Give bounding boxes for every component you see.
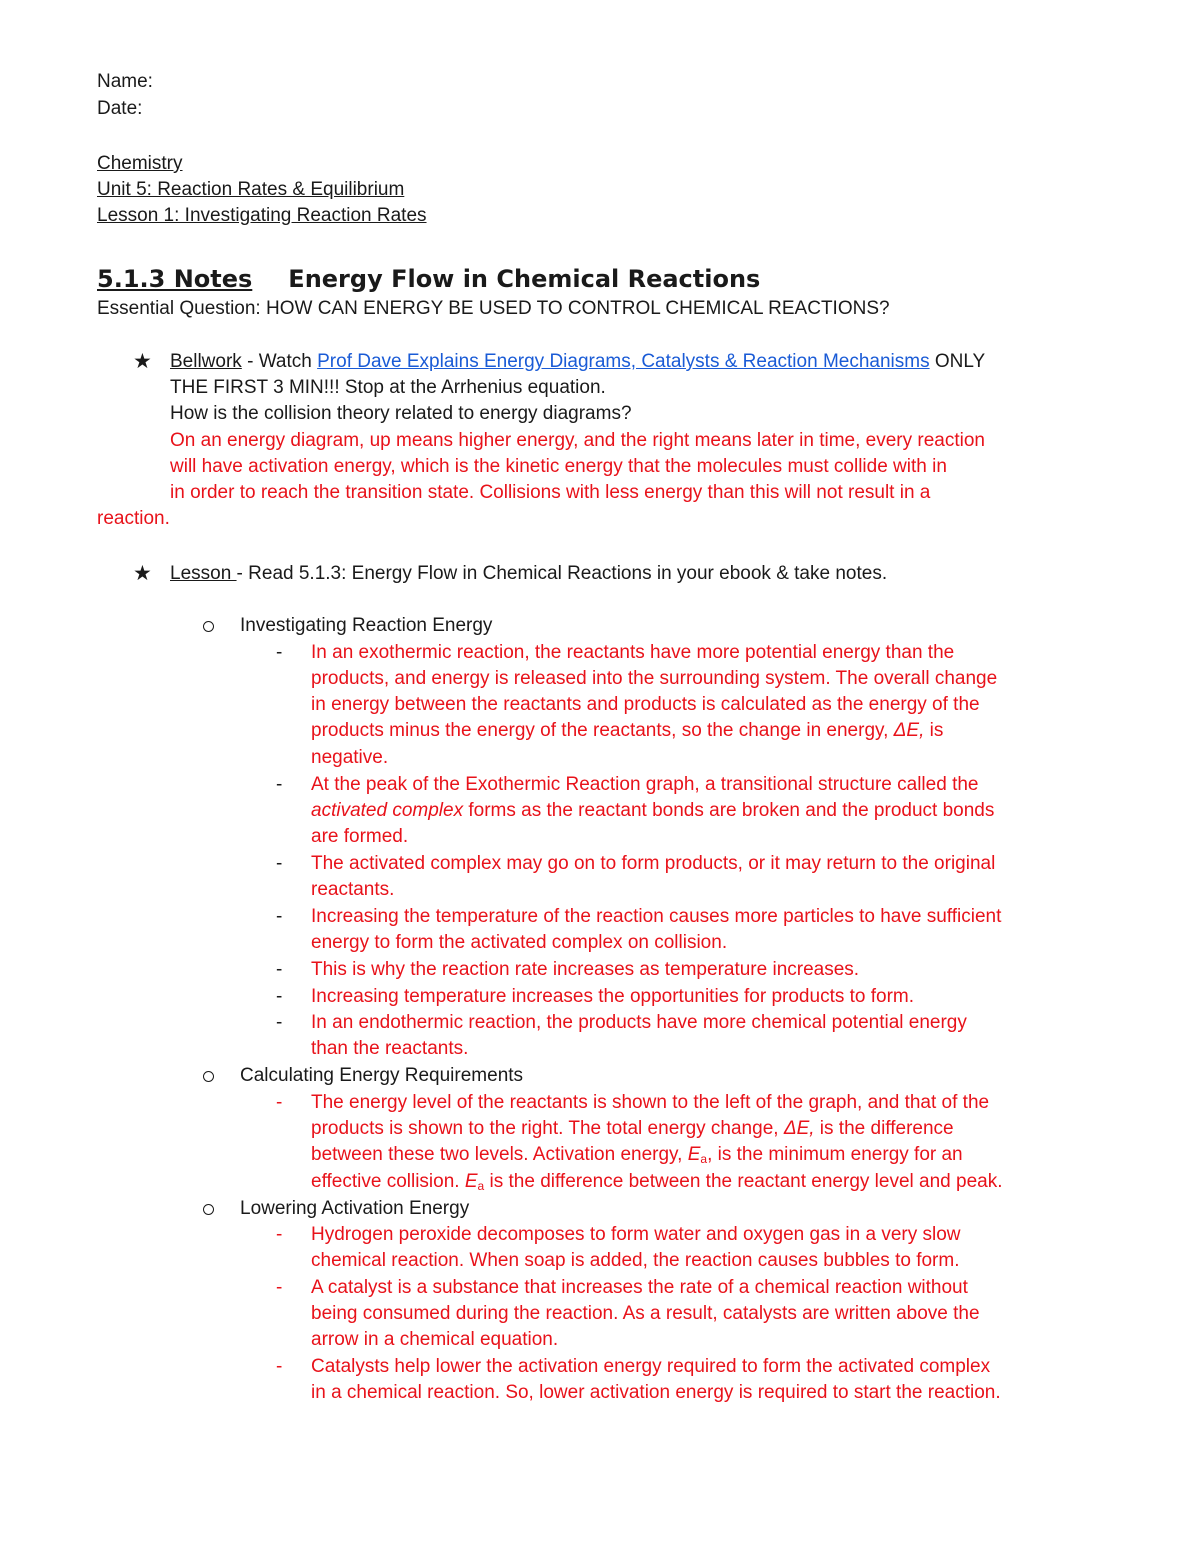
dash-bullet-icon: -: [276, 1277, 283, 1298]
bellwork-only-text: ONLY: [929, 351, 986, 372]
note-line: in energy between the reactants and products is calculated as the energy of the: [311, 694, 980, 715]
bellwork-watch-text: - Watch: [241, 351, 318, 372]
note-line: This is why the reaction rate increases as temperature increases.: [311, 959, 860, 980]
note-text: between these two levels. Activation energy,: [311, 1144, 688, 1165]
bellwork-answer-line: in order to reach the transition state. Collisions with less energy than this will not result in a: [170, 482, 931, 503]
notes-topic: Energy Flow in Chemical Reactions: [288, 265, 761, 293]
bellwork-answer-line: On an energy diagram, up means higher energy, and the right means later in time, every reaction: [170, 430, 985, 451]
lesson-label: Lesson: [170, 563, 237, 584]
note-line: being consumed during the reaction. As a result, catalysts are written above the: [311, 1303, 980, 1324]
note-text: is the difference between the reactant energy level and peak.: [484, 1171, 1003, 1192]
note-text: is: [924, 720, 944, 741]
activation-energy-symbol: E: [464, 1171, 478, 1192]
essential-question: Essential Question: HOW CAN ENERGY BE USED TO CONTROL CHEMICAL REACTIONS?: [97, 298, 890, 319]
bellwork-answer-line: reaction.: [97, 508, 170, 529]
activated-complex-term: activated complex: [311, 800, 464, 821]
dash-bullet-icon: -: [276, 642, 283, 663]
note-text: , is the minimum energy for an: [707, 1144, 963, 1165]
note-line: Increasing the temperature of the reaction causes more particles to have sufficient: [311, 906, 1002, 927]
prof-dave-video-link[interactable]: Prof Dave Explains Energy Diagrams, Catalysts & Reaction Mechanisms: [317, 351, 930, 372]
note-line: than the reactants.: [311, 1038, 469, 1059]
circle-bullet-icon: [203, 1204, 214, 1215]
activation-energy-subscript: a: [477, 1179, 485, 1193]
dash-bullet-icon: -: [276, 986, 283, 1007]
dash-bullet-icon: -: [276, 1012, 283, 1033]
note-line: negative.: [311, 747, 389, 768]
dash-bullet-icon: -: [276, 1356, 283, 1377]
section-heading-investigating: Investigating Reaction Energy: [240, 615, 493, 636]
bellwork-instruction: THE FIRST 3 MIN!!! Stop at the Arrhenius equation.: [170, 377, 606, 398]
note-line: A catalyst is a substance that increases the rate of a chemical reaction without: [311, 1277, 968, 1298]
delta-e-term: ΔE,: [783, 1118, 815, 1139]
star-bullet-icon: ★: [133, 350, 152, 373]
bellwork-label: Bellwork: [170, 351, 242, 372]
note-line: products, and energy is released into the surrounding system. The overall change: [311, 668, 998, 689]
dash-bullet-icon: -: [276, 853, 283, 874]
note-line: Hydrogen peroxide decomposes to form water and oxygen gas in a very slow: [311, 1224, 961, 1245]
lesson-name: Lesson 1: Investigating Reaction Rates: [97, 205, 427, 226]
dash-bullet-icon: -: [276, 959, 283, 980]
dash-bullet-icon: -: [276, 774, 283, 795]
unit-name: Unit 5: Reaction Rates & Equilibrium: [97, 179, 405, 200]
note-line: In an endothermic reaction, the products have more chemical potential energy: [311, 1012, 967, 1033]
course-name: Chemistry: [97, 153, 183, 174]
note-line: Increasing temperature increases the opportunities for products to form.: [311, 986, 915, 1007]
date-label: Date:: [97, 98, 143, 119]
note-text: is the difference: [814, 1118, 954, 1139]
note-line: [311, 718, 943, 744]
note-line: Catalysts help lower the activation energy required to form the activated complex: [311, 1356, 991, 1377]
note-line: In an exothermic reaction, the reactants have more potential energy than the: [311, 642, 955, 663]
circle-bullet-icon: [203, 1071, 214, 1082]
circle-bullet-icon: [203, 621, 214, 632]
note-line: [311, 798, 994, 824]
bellwork-line: [170, 349, 985, 375]
activation-energy-symbol: E: [687, 1144, 701, 1165]
bellwork-question: How is the collision theory related to energy diagrams?: [170, 403, 632, 424]
note-line: [311, 1142, 963, 1168]
note-line: are formed.: [311, 826, 409, 847]
note-line: energy to form the activated complex on collision.: [311, 932, 728, 953]
section-heading-calculating: Calculating Energy Requirements: [240, 1065, 524, 1086]
note-line: The energy level of the reactants is shown to the left of the graph, and that of the: [311, 1092, 990, 1113]
dash-bullet-icon: -: [276, 906, 283, 927]
note-line: chemical reaction. When soap is added, the reaction causes bubbles to form.: [311, 1250, 960, 1271]
note-line: At the peak of the Exothermic Reaction graph, a transitional structure called the: [311, 774, 979, 795]
lesson-text: - Read 5.1.3: Energy Flow in Chemical Reactions in your ebook & take notes.: [236, 563, 888, 584]
note-text: products is shown to the right. The total energy change,: [311, 1118, 784, 1139]
note-text: effective collision.: [311, 1171, 465, 1192]
note-text: products minus the energy of the reactants, so the change in energy,: [311, 720, 894, 741]
dash-bullet-icon: -: [276, 1224, 283, 1245]
activation-energy-subscript: a: [700, 1152, 708, 1166]
star-bullet-icon: ★: [133, 562, 152, 585]
note-line: reactants.: [311, 879, 395, 900]
note-text: forms as the reactant bonds are broken and the product bonds: [463, 800, 995, 821]
note-line: The activated complex may go on to form products, or it may return to the original: [311, 853, 996, 874]
delta-e-term: ΔE,: [893, 720, 925, 741]
dash-bullet-icon: -: [276, 1092, 283, 1113]
note-line: arrow in a chemical equation.: [311, 1329, 559, 1350]
bellwork-answer-line: will have activation energy, which is the kinetic energy that the molecules must collide with in: [170, 456, 947, 477]
note-line: [311, 1116, 954, 1142]
notes-code: 5.1.3 Notes: [97, 265, 253, 293]
note-line: [311, 1169, 1003, 1195]
notes-title: [97, 264, 760, 294]
section-heading-lowering: Lowering Activation Energy: [240, 1198, 470, 1219]
note-line: in a chemical reaction. So, lower activation energy is required to start the reaction.: [311, 1382, 1001, 1403]
lesson-line: [170, 561, 887, 587]
name-label: Name:: [97, 71, 153, 92]
